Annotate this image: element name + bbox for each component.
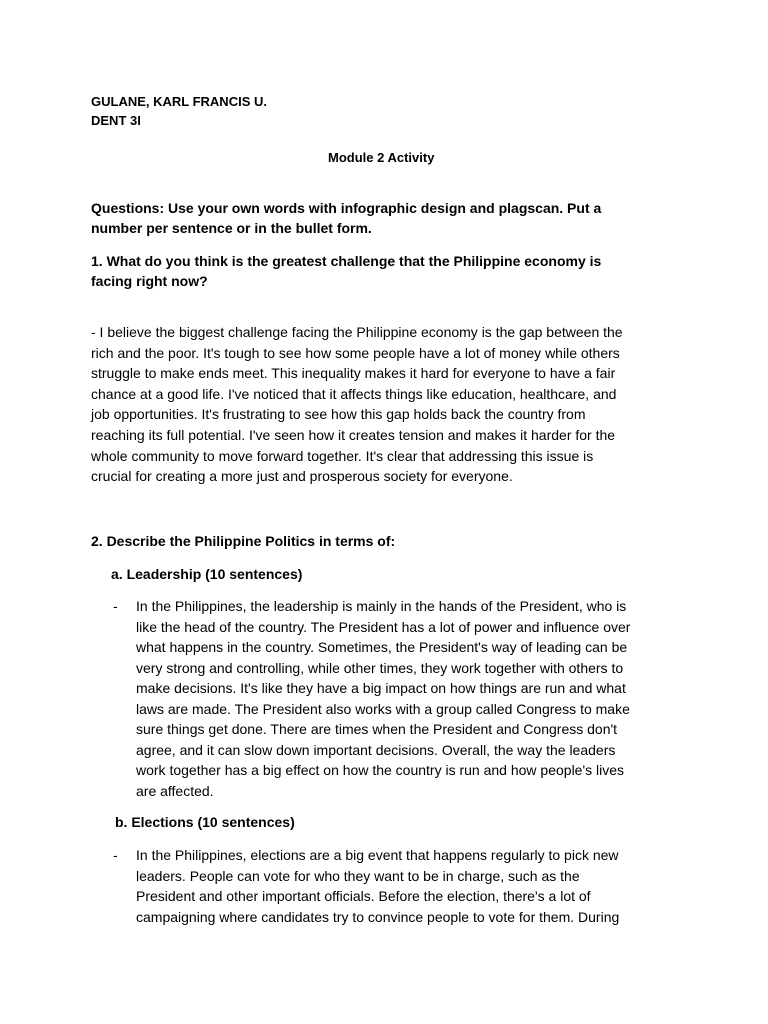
answer-1-line: rich and the poor. It's tough to see how some people have a lot of money while others: [91, 344, 620, 361]
answer-1: [91, 322, 623, 487]
leadership-line: work together has a big effect on how the country is run and how people's lives: [136, 762, 625, 778]
leadership-heading: a. Leadership (10 sentences): [111, 566, 303, 582]
instructions: [91, 198, 601, 238]
document-title: Module 2 Activity: [328, 150, 435, 165]
instructions-line: number per sentence or in the bullet form.: [91, 220, 372, 236]
question-1: [91, 251, 601, 291]
answer-1-line: job opportunities. It's frustrating to see how this gap holds back the country from: [91, 406, 586, 423]
answer-1-line: chance at a good life. I've noticed that it affects things like education, healthcare, and: [91, 385, 617, 402]
leadership-line: are affected.: [136, 782, 214, 799]
leadership-line: what happens in the country. Sometimes, the President's way of leading can be: [136, 639, 628, 655]
question-2-heading: 2. Describe the Philippine Politics in terms of:: [91, 533, 396, 549]
student-section: DENT 3I: [91, 113, 141, 128]
elections-answer: [136, 845, 619, 927]
leadership-line: sure things get done. There are times when the President and Congress don't: [136, 721, 618, 737]
instructions-line: Questions: Use your own words with infographic design and plagscan. Put a: [91, 200, 602, 216]
elections-line: campaigning where candidates try to convince people to vote for them. During: [136, 908, 620, 925]
leadership-line: laws are made. The President also works with a group called Congress to make: [136, 700, 630, 717]
answer-1-line: whole community to move forward together. It's clear that addressing this issue is: [91, 447, 594, 464]
elections-bullet: -: [113, 847, 118, 863]
question-1-line: 1. What do you think is the greatest challenge that the Philippine economy is: [91, 253, 602, 269]
leadership-bullet: -: [113, 598, 118, 614]
leadership-answer: [136, 596, 630, 801]
elections-line: In the Philippines, elections are a big event that happens regularly to pick new: [136, 847, 619, 863]
leadership-line: agree, and it can slow down important decisions. Overall, the way the leaders: [136, 741, 616, 758]
elections-line: President and other important officials. Before the election, there's a lot of: [136, 888, 591, 904]
elections-heading: b. Elections (10 sentences): [115, 814, 295, 830]
answer-1-line: crucial for creating a more just and prosperous society for everyone.: [91, 468, 513, 485]
student-name: GULANE, KARL FRANCIS U.: [91, 94, 267, 109]
answer-1-line: struggle to make ends meet. This inequality makes it hard for everyone to have a fair: [91, 365, 616, 382]
answer-1-line: - I believe the biggest challenge facing the Philippine economy is the gap between the: [91, 324, 623, 340]
leadership-line: very strong and controlling, while other times, they work together with others to: [136, 659, 624, 676]
answer-1-line: reaching its full potential. I've seen how it creates tension and makes it harder for the: [91, 426, 616, 443]
leadership-line: In the Philippines, the leadership is mainly in the hands of the President, who is: [136, 598, 627, 614]
leadership-line: like the head of the country. The President has a lot of power and influence over: [136, 618, 631, 635]
leadership-line: make decisions. It's like they have a big impact on how things are run and what: [136, 680, 626, 696]
elections-line: leaders. People can vote for who they want to be in charge, such as the: [136, 867, 580, 884]
question-1-line: facing right now?: [91, 273, 208, 289]
